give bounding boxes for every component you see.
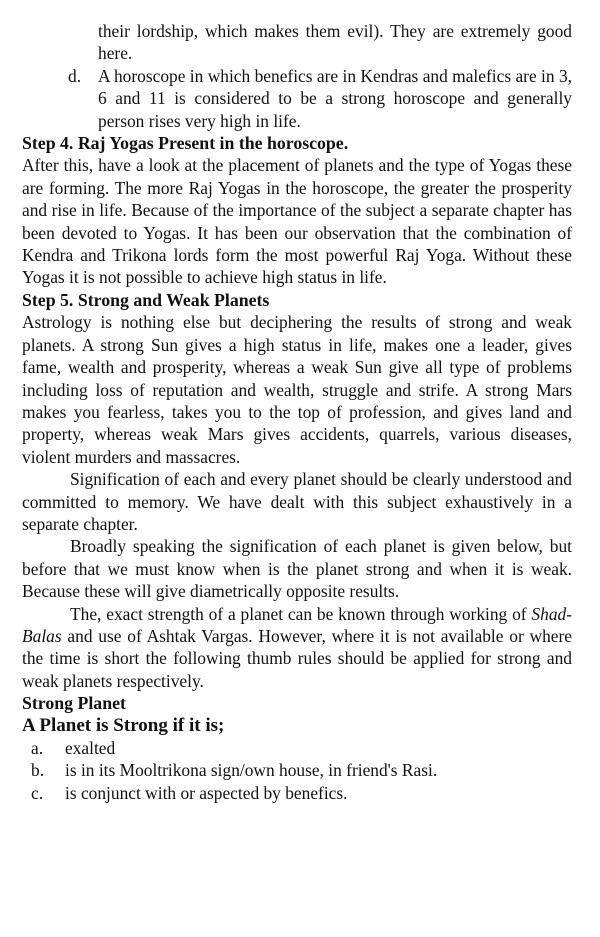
list-marker: b.	[31, 760, 45, 781]
signification-paragraph: Signification of each and every planet should be clearly understood and committed to memory. We have dealt with this subject exhaustively in a separate chapter.	[22, 469, 572, 534]
strong-conditions-list	[31, 737, 572, 804]
list-item-text: is conjunct with or aspected by benefics.	[65, 782, 348, 803]
step-5-paragraph: Astrology is nothing else but deciphering the results of strong and weak planets. A strong Sun gives a high status in life, makes one a leader, gives fame, wealth and prosperity, whereas a weak Sun give all type of problems including loss of reputation and wealth, struggle and strife. A strong Mars makes you fearless, takes you to the top of profession, and gives land and property, whereas weak Mars gives accidents, quarrels, various diseases, violent murders and massacres.	[22, 312, 572, 467]
list-item-text: exalted	[65, 738, 116, 758]
list-item-text: A horoscope in which benefics are in Kendras and malefics are in 3, 6 and 11 is considered to be a strong horoscope and generally person rises very high in life.	[98, 65, 572, 131]
broadly-paragraph: Broadly speaking the signification of each planet is given below, but before that we must know when is the planet strong and when it is weak. Because these will give diametrically opposite results.	[22, 536, 572, 602]
exact-strength-paragraph	[22, 603, 572, 693]
exact-strength-text-end: and use of Ashtak Vargas. However, where it is not available or where the time is short the following thumb rules should be applied for strong and weak planets respectively.	[22, 625, 572, 691]
step-4-heading: Step 4. Raj Yogas Present in the horoscope.	[22, 133, 349, 154]
list-item	[31, 759, 572, 781]
exact-strength-text-start: The, exact strength of a planet can be known through working of	[70, 603, 532, 624]
strong-if-heading: A Planet is Strong if it is;	[22, 714, 225, 736]
step-5-heading: Step 5. Strong and Weak Planets	[22, 289, 270, 310]
list-item	[31, 737, 572, 759]
list-item	[31, 782, 572, 804]
list-marker: a.	[31, 738, 44, 758]
list-item-d	[68, 65, 572, 132]
shad-balas-term: Shad-Balas	[22, 603, 572, 646]
list-marker: c.	[31, 782, 44, 803]
list-marker: d.	[68, 65, 82, 86]
step-4-paragraph: After this, have a look at the placement of planets and the type of Yogas these are forming. The more Raj Yogas in the horoscope, the greater the prosperity and rise in life. Because of the importance of the subject a separate chapter has been devoted to Yogas. It has been our observation that the combination of Kendra and Trikona lords form the most powerful Raj Yoga. Without these Yogas it is not possible to achieve high status in life.	[22, 155, 572, 288]
continued-text: their lordship, which makes them evil). They are extremely good here.	[98, 21, 572, 64]
strong-planet-heading: Strong Planet	[22, 693, 126, 714]
list-item-text: is in its Mooltrikona sign/own house, in friend's Rasi.	[65, 760, 438, 781]
